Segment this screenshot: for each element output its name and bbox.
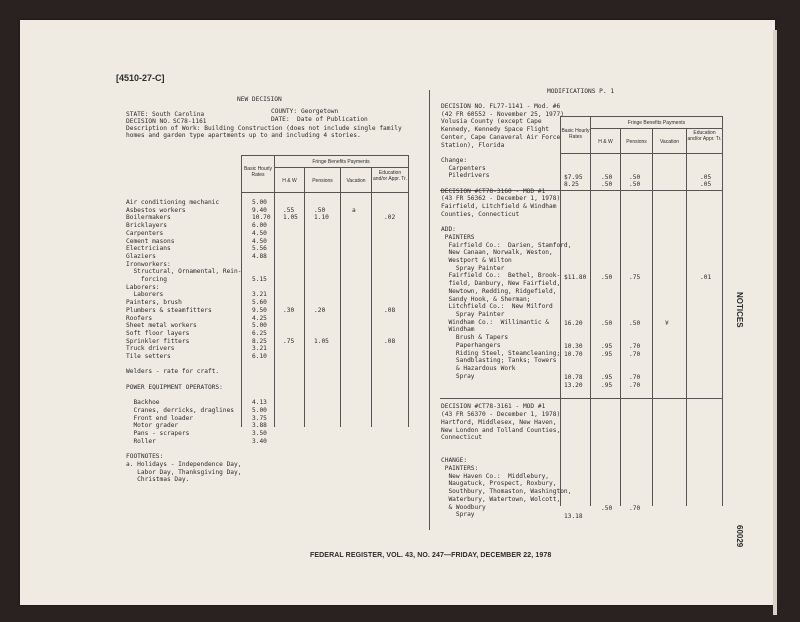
date-label: DATE: [271,116,290,123]
left-vacation-header: Vacation [346,178,366,184]
right-rates-column: $7.95 8.25 $11.80 16.20 10.30 10.70 10.78 13.20 13.18 [564,173,587,520]
county-label: COUNTY: [271,108,298,115]
right-basic-rates-header: Basic Hourly Rates [561,128,590,140]
left-education-header: Education and/or Appr. Tr. [373,170,407,182]
right-hw-header: H & W [598,139,613,145]
right-vacation-column: ¥ [665,319,669,327]
description-line-1: Description of Work: Building Construction (does not include single family [126,125,402,132]
left-rates-column: 5.00 9.40 10.70 6.00 4.50 4.50 5.56 4.88 5.15 3.21 5.60 9.50 4.25 5.00 6.25 8.25 3.21 6.10 4.13 5.00 3.75 3.88 3.50 3.40 [252,199,271,445]
doc-code: [4510-27-C] [116,73,165,83]
right-title: MODIFICATIONS P. 1 [547,88,615,95]
left-hw-header: H & W [282,178,297,184]
right-hw-column: .50 .50 .50 .50 .95 .95 .95 .95 .50 [601,173,613,512]
right-fringe-header: Fringe Benefits Payments [627,120,686,126]
left-basic-rates-header: Basic Hourly Rates [243,166,273,178]
state-value: South Carolina [152,111,205,118]
state-label: STATE: [126,111,149,118]
right-pensions-header: Pensions [626,139,647,145]
page-number: 60029 [735,525,744,548]
decision-number: SC78-1161 [173,118,207,125]
left-title: NEW DECISION [237,96,282,103]
page-edge [773,30,777,615]
notices-side-label: NOTICES [735,292,744,328]
left-fringe-header: Fringe Benefits Payments [312,159,370,165]
description-line-2: homes and garden type apartments up to and including 4 stories. [126,132,361,139]
right-education-column: .05 .05 .01 [700,173,712,281]
center-divider [429,90,430,530]
right-pensions-column: .50 .50 .75 .50 .70 .70 .70 .70 .70 [629,173,641,512]
left-pensions-header: Pensions [312,178,333,184]
left-hw-column: .55 1.05 .30 .75 [283,206,298,345]
right-education-header: Education and/or Appr. Tr. [687,130,722,142]
footer-citation: FEDERAL REGISTER, VOL. 43, NO. 247—FRIDAY, DECEMBER 22, 1978 [310,552,552,559]
right-vacation-header: Vacation [659,139,680,145]
decision-label: DECISION NO. [126,118,171,125]
county-value: Georgetown [301,108,339,115]
date-value: Date of Publication [297,116,368,123]
left-pensions-column: .50 1.10 .20 1.05 [314,206,329,345]
left-trades-list: Air conditioning mechanic Asbestos workers Boilermakers Bricklayers Carpenters Cement masons Electricians Glaziers Ironworkers: Structural, Ornamental, Rein- forcing Laborers: Laborers Painters, brush Plumbers & steamfitters Roofers Sheet metal workers Soft floor layers Sprinkler fitters Truck drivers Tile setters Welders - rate for craft. POWER EQUIPMENT OPERATORS: Backhoe Cranes, derricks, draglines Front end loader Motor grader Pans - scrapers Roller FOOTNOTES: a. Holidays - Independence Day, Labor Day, Thanksgiving Day, Christmas Day. [126,199,242,484]
right-text-column: DECISION NO. FL77-1141 - Mod. #6 (42 FR 60552 - November 25, 1977) Volusia County (except Cape Kennedy, Kennedy Space Flight Center, Cape Canaveral Air Force Station), Florida Change: Carpenters Piledrivers DECISION #CT78-3160 - MOD #1 (43 FR 56362 - December 1, 1978) Fairfield, Litchfield & Windham Counties, Connecticut ADD: PAINTERS Fairfield Co.: Darien, Stamford, New Canaan, Norwalk, Weston, Westport & Wilton Spray Painter Fairfield Co.: Bethel, Brook- field, Danbury, New Fairfield, Newtown, Redding, Ridgefield, Sandy Hook, & Sherman; Litchfield Co.: New Milford Spray Painter Windham Co.: Willimantic & Windham Brush & Tapers Paperhangers Riding Steel, Steamcleaning; Sandblasting; Tanks; Towers & Hazardous Work Spray DECISION #CT78-3161 - MOD #1 (43 FR 56370 - December 1, 1978) Hartford, Middlesex, New Haven, New London and Tolland Counties, Connecticut CHANGE: PAINTERS: New Haven Co.: Middlebury, Naugatuck, Prospect, Roxbury, Southbury, Thomaston, Washington, Waterbury, Watertown, Wolcott, & Woodbury Spray [441,103,572,519]
left-vacation-column: a [352,206,356,214]
left-education-column: .02 .08 .08 [384,214,396,345]
